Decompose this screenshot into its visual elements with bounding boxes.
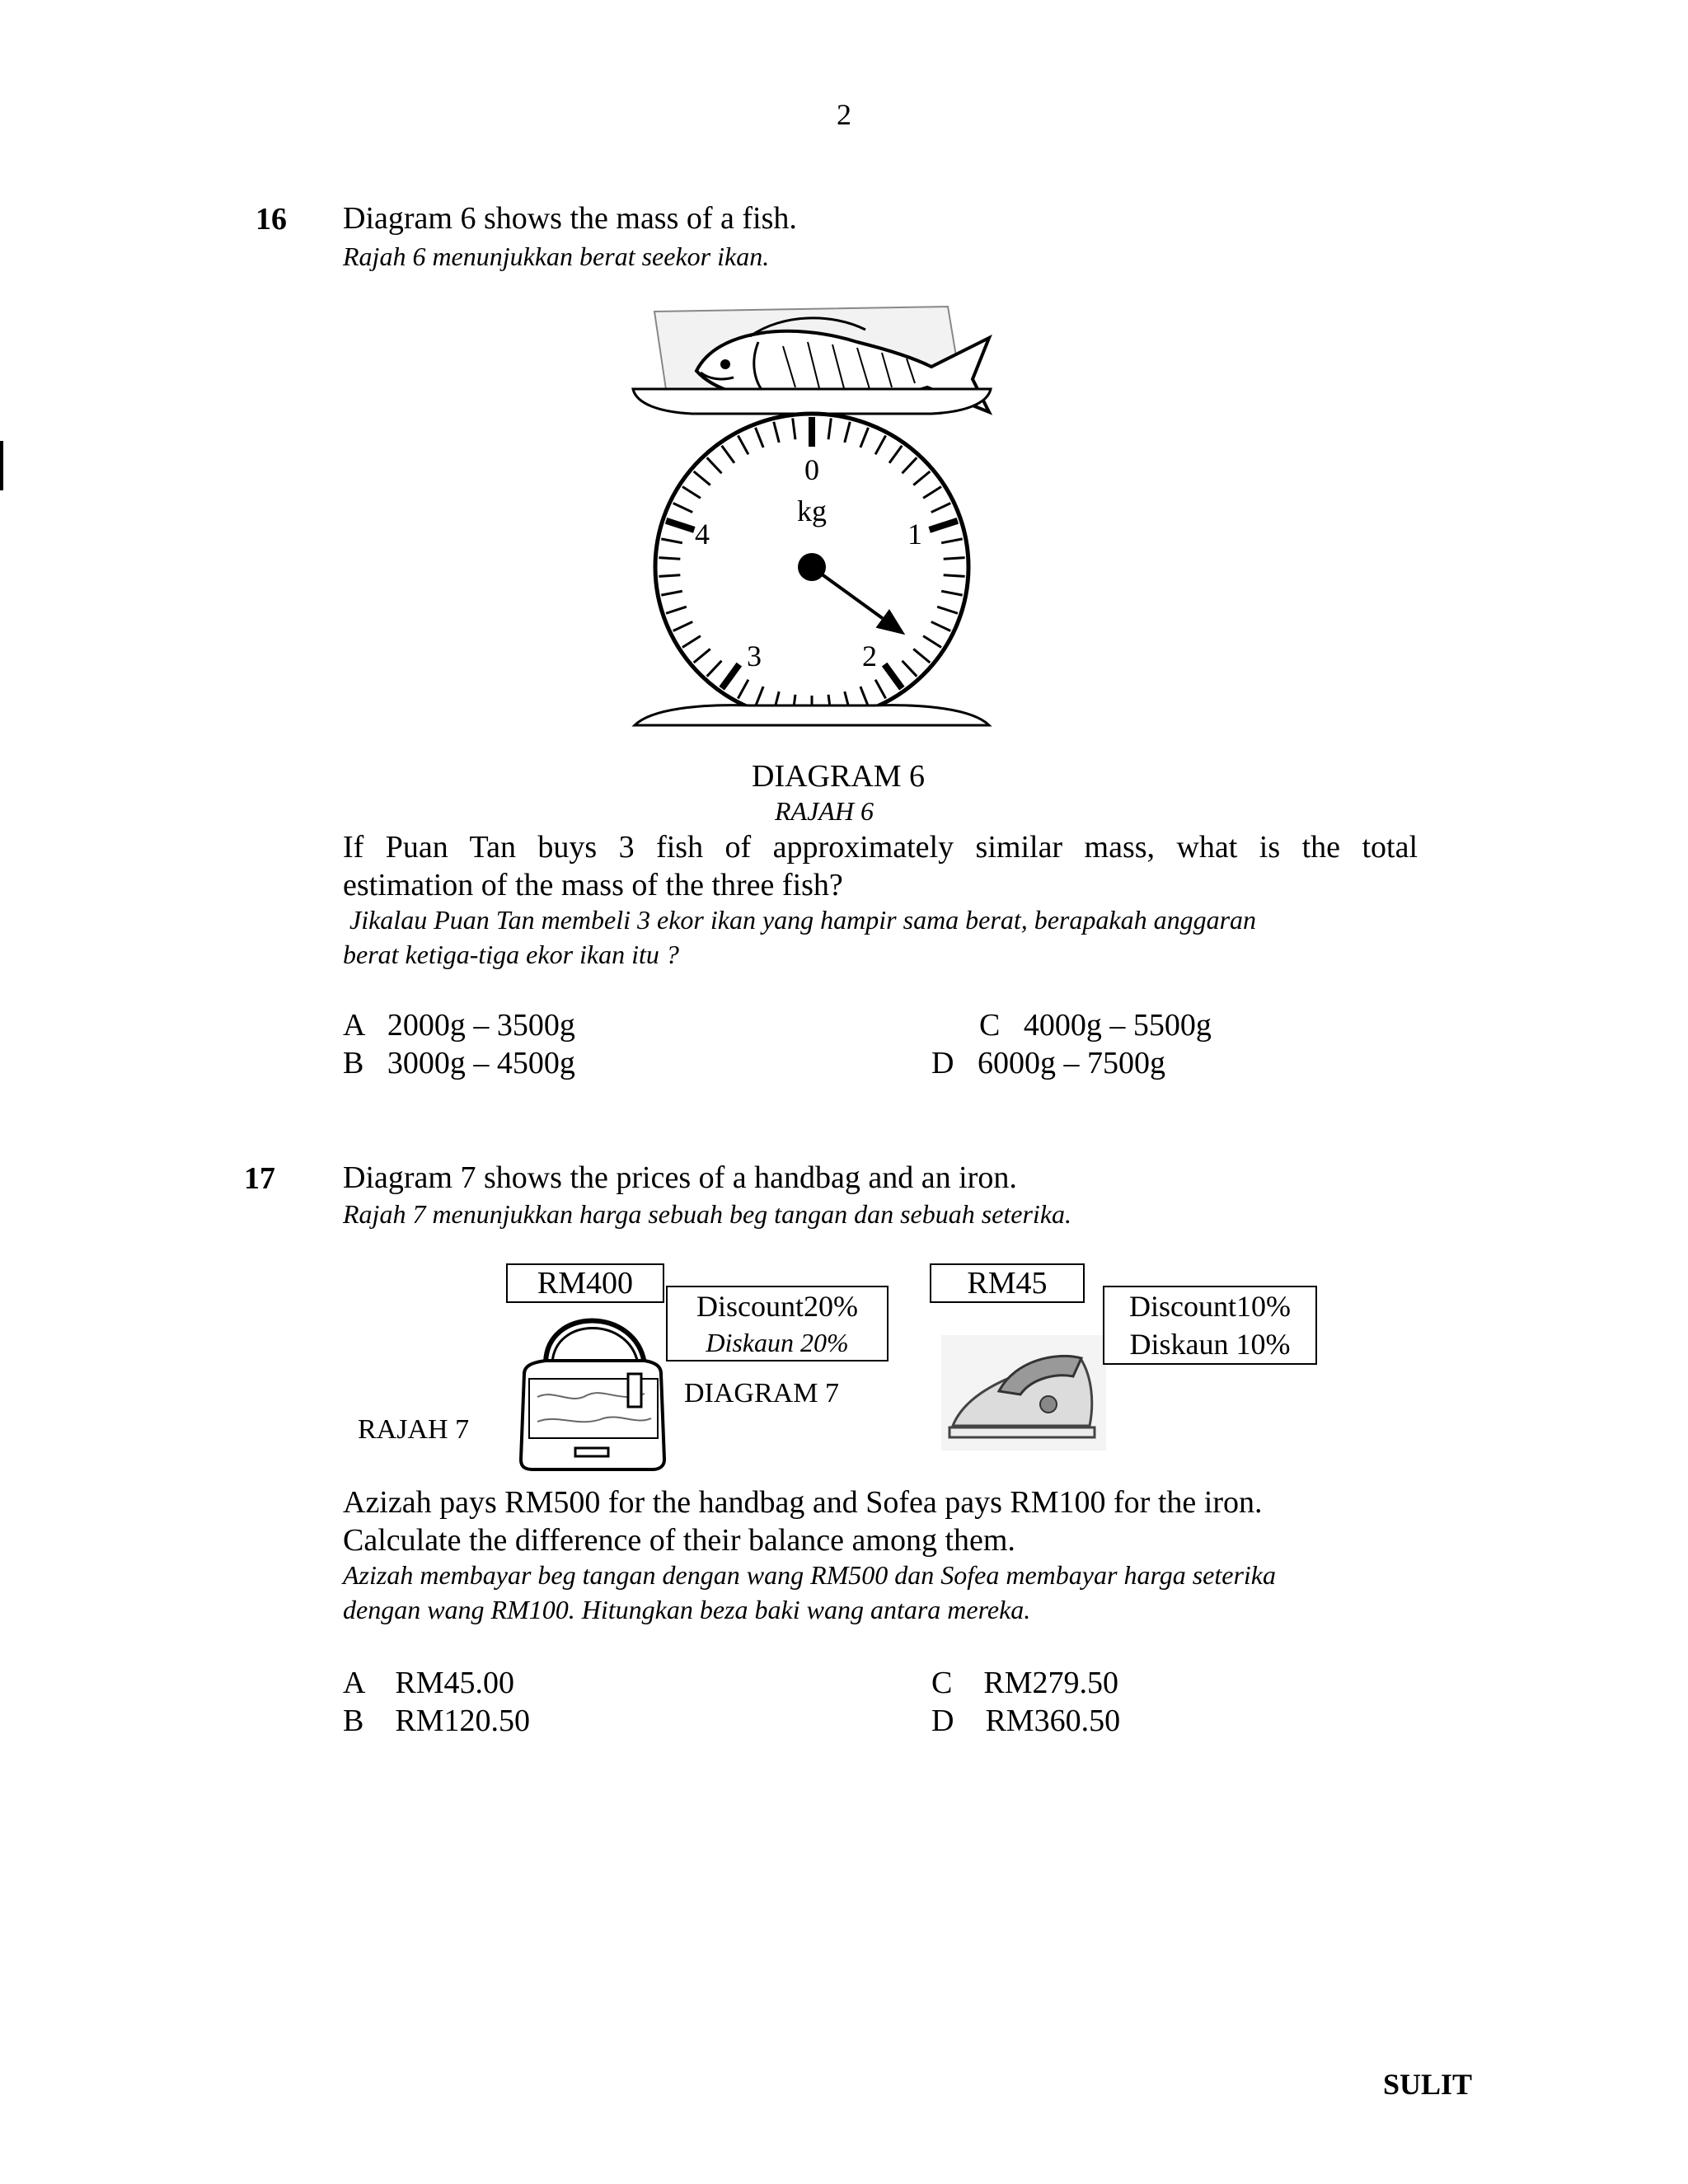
question-17-text-en-line2: Calculate the difference of their balance among them. bbox=[343, 1523, 1015, 1558]
question-16-option-c[interactable]: C 4000g – 5500g bbox=[979, 1008, 1212, 1043]
question-17-option-a[interactable]: A RM45.00 bbox=[343, 1666, 514, 1700]
scale-base bbox=[635, 705, 989, 725]
question-16-option-a[interactable]: A 2000g – 3500g bbox=[343, 1008, 575, 1043]
iron-discount-box bbox=[1103, 1286, 1317, 1365]
diagram-7-caption: DIAGRAM 7 bbox=[684, 1378, 839, 1408]
question-17-number: 17 bbox=[244, 1161, 275, 1196]
question-17-option-b[interactable]: B RM120.50 bbox=[343, 1704, 530, 1738]
handbag-price-tag: RM400 bbox=[506, 1263, 664, 1303]
question-17-option-d[interactable]: D RM360.50 bbox=[931, 1704, 1121, 1738]
diagram-6-caption: DIAGRAM 6 bbox=[752, 759, 926, 794]
margin-mark bbox=[0, 441, 3, 490]
dial-minor-tick bbox=[944, 575, 965, 577]
dial-label-1: 1 bbox=[907, 518, 922, 551]
question-17-intro-en: Diagram 7 shows the prices of a handbag and an iron. bbox=[343, 1160, 1017, 1195]
iron-icon bbox=[941, 1335, 1106, 1451]
dial-minor-tick bbox=[944, 558, 965, 560]
dial-pivot bbox=[798, 553, 826, 581]
question-16-text-ms-line1: Jikalau Puan Tan membeli 3 ekor ikan yang hampir sama berat, berapakah anggaran bbox=[349, 905, 1257, 935]
question-17-text-ms-line1: Azizah membayar beg tangan dengan wang RM500 dan Sofea membayar harga seterika bbox=[343, 1560, 1276, 1590]
question-16-text-en-line1: If Puan Tan buys 3 fish of approximately similar mass, what is the total bbox=[343, 830, 1418, 865]
iron-price-tag: RM45 bbox=[930, 1263, 1085, 1303]
handbag-discount-box bbox=[666, 1286, 889, 1361]
dial-minor-tick bbox=[659, 575, 680, 577]
handbag-discount-en: Discount20% bbox=[696, 1290, 858, 1323]
question-16-number: 16 bbox=[256, 202, 287, 237]
dial-unit-label: kg bbox=[797, 494, 827, 527]
handbag-discount-ms: Diskaun 20% bbox=[706, 1328, 849, 1357]
question-16-option-b[interactable]: B 3000g – 4500g bbox=[343, 1046, 575, 1080]
question-16-intro-en: Diagram 6 shows the mass of a fish. bbox=[343, 201, 797, 236]
dial-label-2: 2 bbox=[862, 640, 877, 673]
question-16-option-d[interactable]: D 6000g – 7500g bbox=[931, 1046, 1165, 1080]
weighing-scale-diagram bbox=[618, 297, 1006, 733]
question-16-text-en-line2: estimation of the mass of the three fish? bbox=[343, 868, 843, 902]
dial-label-4: 4 bbox=[695, 518, 710, 551]
question-17-option-c[interactable]: C RM279.50 bbox=[931, 1666, 1118, 1700]
question-16-intro-ms: Rajah 6 menunjukkan berat seekor ikan. bbox=[343, 241, 770, 271]
question-16-text-ms-line2: berat ketiga-tiga ekor ikan itu ? bbox=[343, 940, 679, 969]
handbag-icon bbox=[513, 1298, 669, 1475]
iron-discount-ms: Diskaun 10% bbox=[1129, 1328, 1291, 1361]
scale-plate bbox=[633, 389, 991, 414]
page-number: 2 bbox=[837, 98, 851, 131]
iron-discount-en: Discount10% bbox=[1129, 1290, 1291, 1323]
question-17-text-en-line1: Azizah pays RM500 for the handbag and Sofea pays RM100 for the iron. bbox=[343, 1485, 1263, 1520]
dial-label-0: 0 bbox=[804, 453, 819, 486]
scale-dial bbox=[655, 414, 968, 720]
question-17-text-ms-line2: dengan wang RM100. Hitungkan beza baki wang antara mereka. bbox=[343, 1595, 1031, 1624]
question-17-intro-ms: Rajah 7 menunjukkan harga sebuah beg tangan dan sebuah seterika. bbox=[343, 1199, 1072, 1229]
dial-minor-tick bbox=[659, 558, 680, 560]
diagram-7-caption-ms: RAJAH 7 bbox=[358, 1414, 470, 1445]
diagram-6-caption-ms: RAJAH 6 bbox=[775, 796, 874, 826]
dial-label-3: 3 bbox=[747, 640, 762, 673]
footer-sulit: SULIT bbox=[1382, 2068, 1472, 2101]
